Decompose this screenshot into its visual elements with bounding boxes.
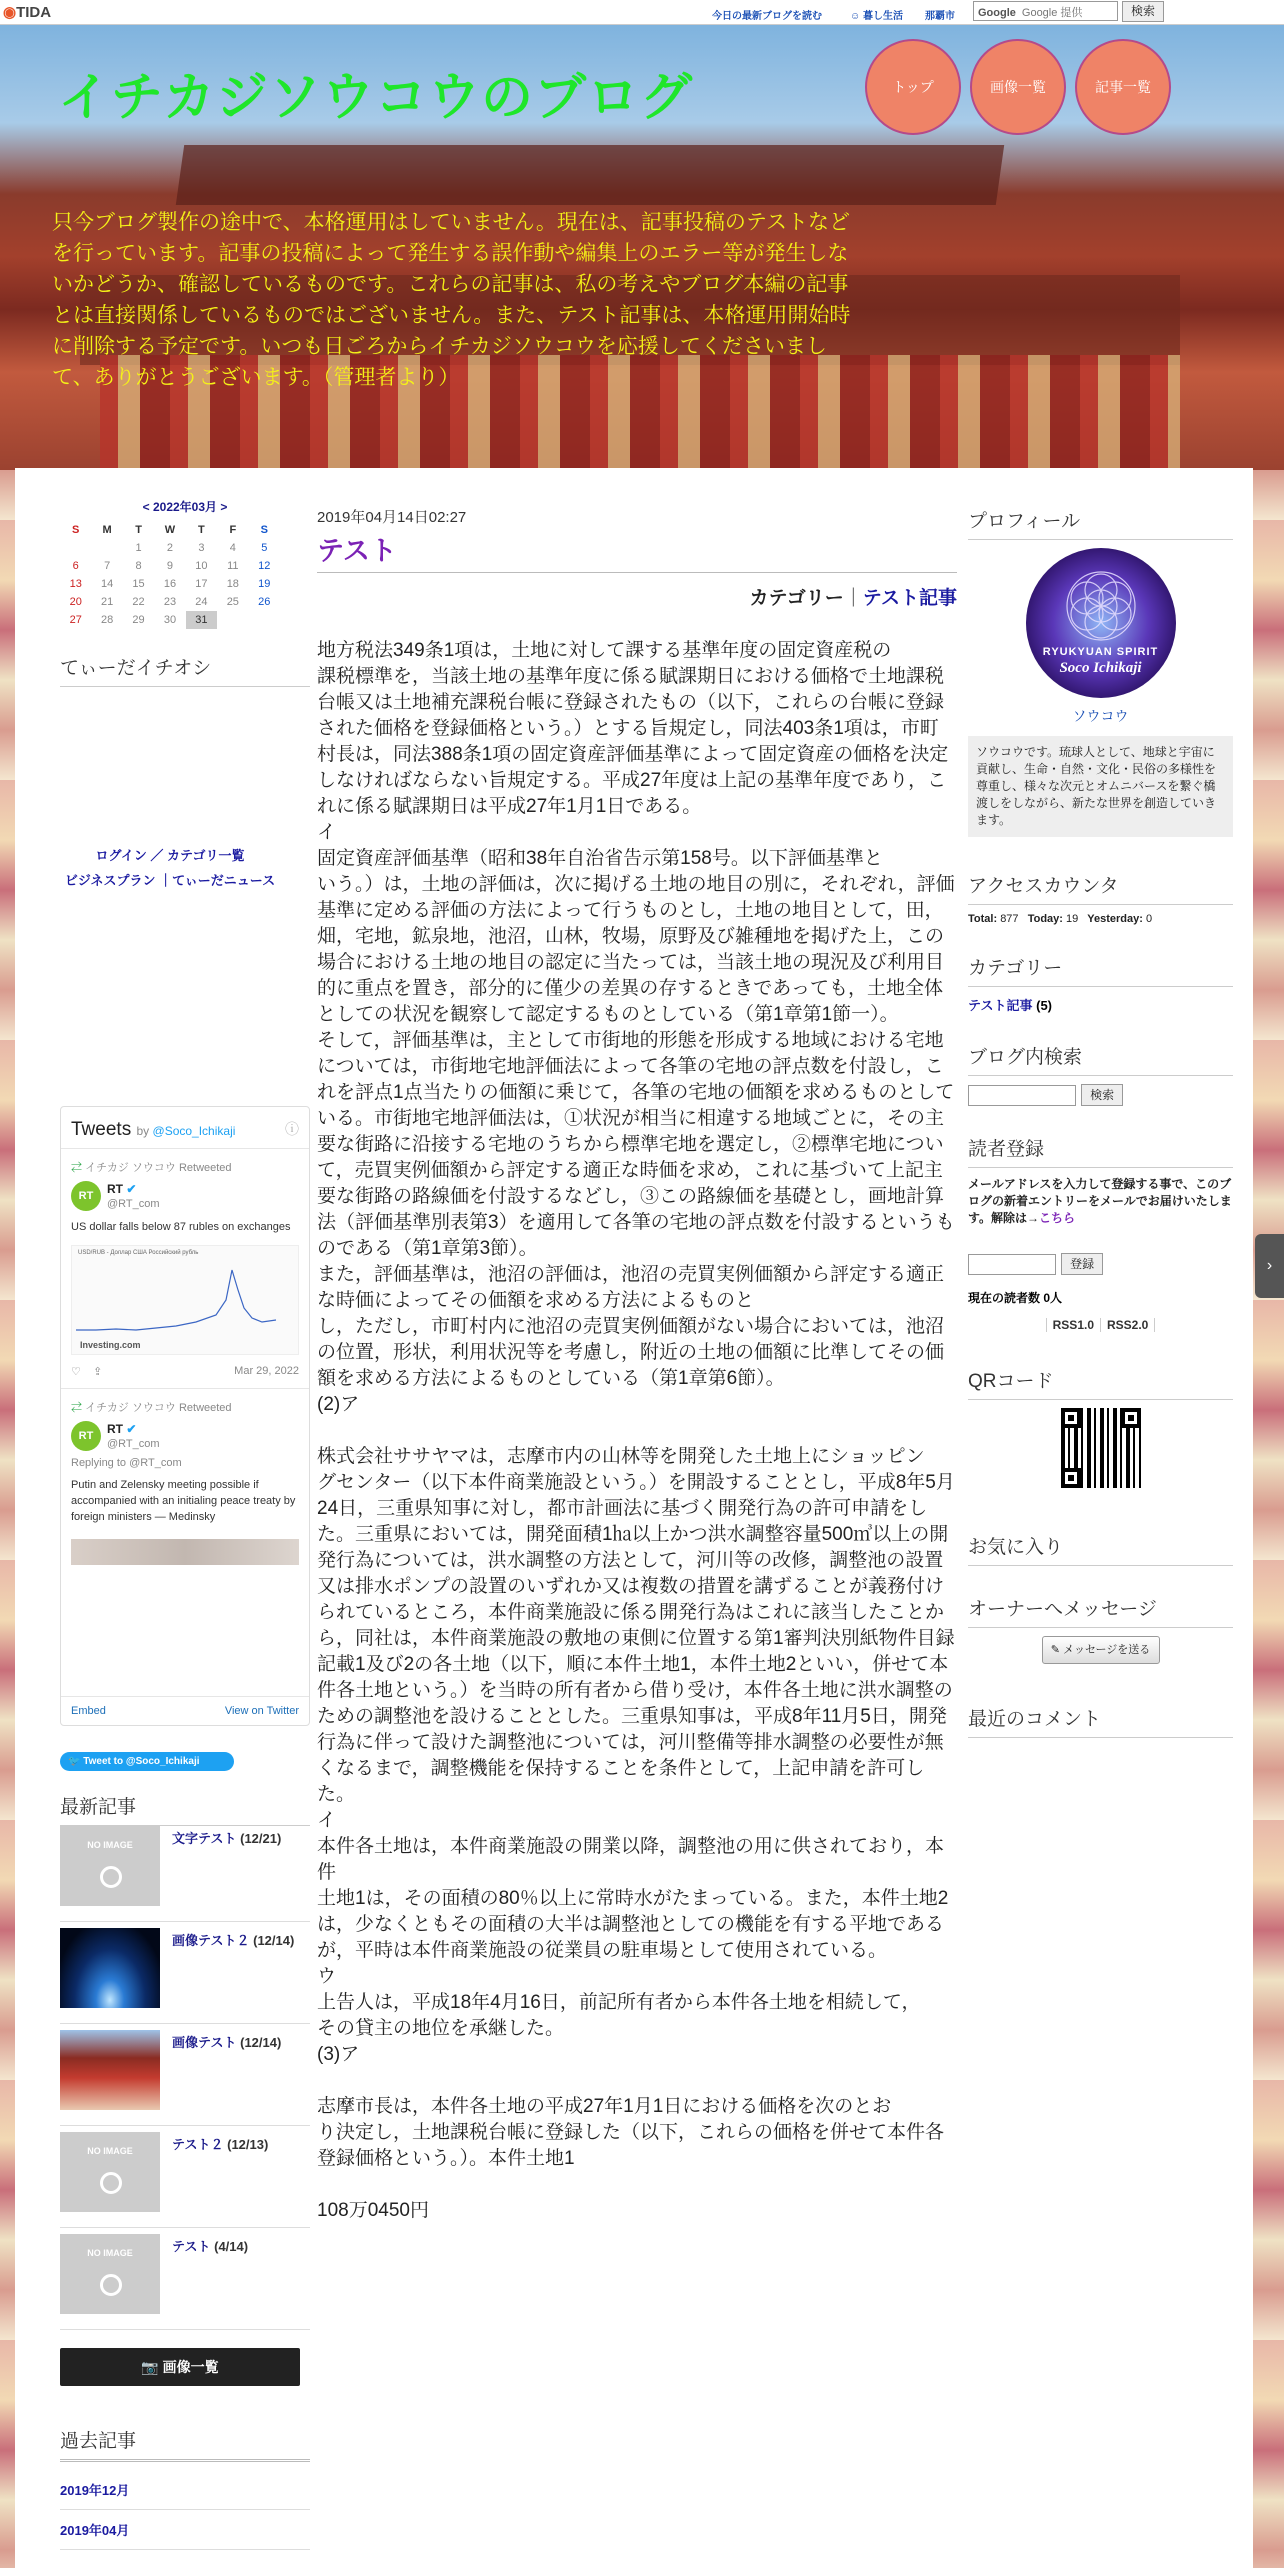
profile-name[interactable]: ソウコウ — [1072, 708, 1129, 724]
calendar-day[interactable]: 8 — [135, 560, 142, 572]
calendar-day[interactable]: 10 — [195, 560, 208, 572]
blog-search-button[interactable]: 検索 — [1081, 1084, 1123, 1106]
blog-search-title: ブログ内検索 — [968, 1042, 1233, 1076]
calendar-day[interactable]: 15 — [132, 578, 145, 590]
calendar-day[interactable]: 4 — [229, 542, 236, 554]
recent-post[interactable]: NO IMAGE 文字テスト (12/21) — [60, 1820, 310, 1922]
calendar-day[interactable]: 21 — [101, 596, 114, 608]
archive-link[interactable]: 2019年04月 — [60, 2523, 130, 2538]
tweet[interactable]: ⇄ イチカジ ソウコウ Retweeted RTRT ✔ @RT_com US dollar falls below 87 rubles on exchanges USD/RUB - Доллар США Российский рубль Investing.com ♡ ⇪ Mar 29, 2022 — [61, 1149, 309, 1389]
post-body: 地方税法349条1項は，土地に対して課する基準年度の固定資産税の 課税標準を，当該土地の基準年度に係る賦課期日における価格で土地課税台帳又は土地補充課税台帳に登録されたもの（以下，これらの台帳に登録された価格を登録価格という。）とする旨規定し，同法403条1項は，市町村長は，同法388条1項の固定資産評価基準によって固定資産の価格を決定しなければならない旨規定する。平成27年度は上記の基準年度であり，これに係る賦課期日は平成27年1月1日である。 イ 固定資産評価基準（昭和38年自治省告示第158号。以下評価基準と いう。）は，土地の評価は，次に掲げる土地の地目の別に，それぞれ，評価基準に定める評価の方法によって行うものとし，土地の地目として，田，畑，宅地，鉱泉地，池沼，山林，牧場，原野及び雑種地を掲げた上，この場合における土地の地目の認定に当たっては，当該土地の現況及び利用目的に重点を置き，部分的に僅少の差異の存するときであっても，土地全体としての状況を観察して認定するものとしている（第1章第1節一）。 そして，評価基準は，主として市街地的形態を形成する地域における宅地については，市街地宅地評価法によって各筆の宅地の評点数を付設し，これを評点1点当たりの価額に乗じて，各筆の宅地の価額を求めるものとしている。市街地宅地評価法は，①状況が相当に相違する地域ごとに，その主要な街路に沿接する宅地のうちから標準宅地を選定し，②標準宅地について，売買実例価額から評定する適正な時価を求め，これに基づいて上記主要な街路の路線価を付設するなどし，③この路線価を基礎とし，画地計算法（評価基準別表第3）を適用して各筆の宅地の評点数を付設するというものである（第1章第3節）。 また，評価基準は，池沼の評価は，池沼の売買実例価額から評定する適正な時価によってその価額を求める方法によるものと し，ただし，市町村内に池沼の売買実例価額がない場合においては，池沼の位置，形状，利用状況等を考慮し，附近の土地の価額に比準してその価額を求める方法によるものとしている（第1章第6節）。 (2)ア 株式会社ササヤマは，志摩市内の山林等を開発した土地上にショッピン グセンター（以下本件商業施設という。）を開設することとし，平成8年5月24日，三重県知事に対し，都市計画法に基づく開発行為の許可申請をした。三重県においては，開発面積1㏊以上かつ洪水調整容量500㎥以上の開発行為については，洪水調整の方法として，河川等の改修，調整池の設置又は排水ポンプの設置のいずれか又は複数の措置を講ずることが義務付けられているところ，本件商業施設に係る開発行為はこれに該当したことから，同社は，本件商業施設の敷地の東側に位置する第1審判決別紙物件目録記載1及び2の各土地（以下，順に本件土地1，本件土地2といい，併せて本件各土地という。）を当時の所有者から借り受け，本件各土地に洪水調整のための調整池を設けることとした。三重県知事は，平成8年11月5日，開発行為に伴って設けた調整池については，河川整備等排水調整の必要性が無くなるまで，調整機能を保持することを条件として，上記申請を許可した。 イ 本件各土地は，本件商業施設の開業以降，調整池の用に供されており，本件 土地1は，その面積の80％以上に常時水がたまっている。また，本件土地2は，少なくともその面積の大半は調整池としての機能を有する平地であるが，平時は本件商業施設の従業員の駐車場として使用されている。 ウ 上告人は，平成18年4月16日，前記所有者から本件各土地を相続して， その貸主の地位を承継した。 (3)ア 志摩市長は，本件各土地の平成27年1月1日における価格を次のとお り決定し，土地課税台帳に登録した（以下，これらの価格を併せて本件各登録価格という。）。本件土地1 108万0450円 — [317, 640, 955, 2221]
calendar-day[interactable]: 28 — [101, 614, 114, 626]
google-search-input[interactable]: Google Google 提供 — [973, 1, 1118, 21]
calendar-day[interactable]: 9 — [166, 560, 174, 572]
calendar-weekday: M — [102, 524, 112, 536]
reader-count: 現在の読者数 0人 — [968, 1291, 1063, 1305]
living-link[interactable]: ☺ 暮し生活 — [850, 11, 903, 22]
post-title[interactable]: テスト — [317, 527, 957, 573]
calendar-prev[interactable]: < — [142, 500, 150, 514]
tweet-image-chart[interactable]: USD/RUB - Доллар США Российский рубль Investing.com — [71, 1245, 299, 1355]
recent-post[interactable]: NO IMAGE テスト (4/14) — [60, 2228, 310, 2330]
calendar-weekday: F — [229, 524, 237, 536]
tida-topbar — [0, 0, 1284, 25]
latest-blogs-link[interactable]: 今日の最新ブログを読む — [712, 11, 822, 22]
profile-avatar[interactable]: RYUKYUAN SPIRIT Soco Ichikaji — [1026, 548, 1176, 698]
avatar[interactable]: RT — [71, 1181, 101, 1211]
calendar — [60, 521, 280, 629]
embed-link[interactable]: Embed — [71, 1705, 106, 1717]
calendar-day[interactable]: 5 — [261, 542, 268, 554]
no-image-thumbnail[interactable]: NO IMAGE — [60, 2132, 160, 2212]
unsubscribe-link[interactable]: こちら — [1039, 1211, 1076, 1225]
calendar-day[interactable]: 31 — [186, 611, 217, 629]
business-news-links[interactable]: ビジネスプラン ｜てぃーだニュース — [64, 873, 276, 888]
calendar-day[interactable]: 6 — [72, 560, 79, 572]
archive-title: 過去記事 — [60, 2426, 310, 2462]
nav-articles-button[interactable]: 記事一覧 — [1075, 39, 1171, 135]
tweet-text: US dollar falls below 87 rubles on exchanges — [71, 1221, 291, 1233]
calendar-day[interactable]: 18 — [226, 578, 239, 590]
header-bg-roof — [176, 145, 1004, 205]
view-on-twitter-link[interactable]: View on Twitter — [224, 1705, 299, 1717]
archive-link[interactable]: 2019年12月 — [60, 2483, 130, 2498]
google-search-button[interactable]: 検索 — [1122, 1, 1164, 22]
no-image-thumbnail[interactable]: NO IMAGE — [60, 2234, 160, 2314]
calendar-day[interactable]: 1 — [135, 542, 142, 554]
calendar-day — [91, 539, 122, 557]
calendar-day[interactable]: 13 — [69, 578, 82, 590]
calendar-day[interactable]: 19 — [258, 578, 271, 590]
calendar-weekday: S — [72, 524, 80, 536]
recent-comments-title: 最近のコメント — [968, 1704, 1233, 1738]
login-category-links[interactable]: ログイン ／ カテゴリ一覧 — [95, 848, 245, 863]
twitter-bird-icon: 🐦 — [68, 1756, 81, 1767]
blog-header — [0, 25, 1284, 470]
rss2-link[interactable]: RSS2.0 — [1101, 1318, 1155, 1332]
calendar-day[interactable]: 24 — [195, 596, 208, 608]
calendar-day[interactable]: 27 — [69, 614, 82, 626]
naha-link[interactable]: 那覇市 — [925, 11, 955, 22]
tweet-chart-line — [76, 1260, 286, 1350]
retweet-icon: ⇄ — [71, 1162, 82, 1174]
image-list-button[interactable]: 📷 画像一覧 — [60, 2348, 300, 2386]
post-category: カテゴリー｜テスト記事 — [749, 588, 957, 609]
left-sidebar — [60, 498, 310, 2538]
avatar[interactable]: RT — [71, 1421, 101, 1451]
tweet-to-button[interactable]: 🐦 Tweet to @Soco_Ichikaji — [60, 1752, 234, 1771]
calendar-day[interactable]: 30 — [163, 614, 177, 626]
calendar-day[interactable]: 3 — [198, 542, 205, 554]
reader-registration-title: 読者登録 — [968, 1134, 1233, 1168]
calendar-day[interactable]: 12 — [258, 560, 271, 572]
recent-posts-list — [60, 1820, 310, 2550]
profile-title: プロフィール — [968, 506, 1233, 540]
blog-title[interactable]: イチカジソウコウのブログ — [58, 69, 693, 127]
register-button[interactable]: 登録 — [1061, 1253, 1103, 1275]
qr-code — [1061, 1408, 1141, 1488]
calendar-month: 2022年03月 — [152, 500, 218, 514]
pencil-icon: ✎ — [1050, 1644, 1060, 1656]
castle-thumbnail[interactable] — [60, 2030, 160, 2110]
calendar-day[interactable]: 20 — [69, 596, 82, 608]
calendar-day[interactable]: 7 — [104, 560, 111, 572]
calendar-day[interactable]: 29 — [132, 614, 145, 626]
calendar-day — [249, 611, 280, 629]
category-title: カテゴリー — [968, 953, 1233, 987]
calendar-day[interactable]: 23 — [163, 596, 177, 608]
recent-post[interactable]: NO IMAGE テスト２ (12/13) — [60, 2126, 310, 2228]
main-container — [15, 468, 1253, 2568]
share-icon[interactable]: ⇪ — [93, 1366, 103, 1378]
retweet-icon: ⇄ — [71, 1402, 82, 1414]
blog-search-input[interactable] — [968, 1085, 1076, 1106]
calendar-day[interactable]: 16 — [163, 578, 177, 590]
calendar-day — [60, 539, 91, 557]
tida-logo[interactable]: ◉TIDA — [3, 4, 52, 21]
tweet-text: Putin and Zelensky meeting possible if accompanied with an initialing peace treaty by foreign ministers — Medinsky — [71, 1479, 296, 1523]
post-date: 2019年04月14日02:27 — [317, 509, 467, 526]
calendar-day[interactable]: 26 — [258, 596, 271, 608]
profile-description: ソウコウです。琉球人として、地球と宇宙に貢献し、生命・自然・文化・民俗の多様性を尊重し、様々な次元とオムニバースを繋ぐ橋渡しをしながら、新たな世界を創造していきます。 — [968, 736, 1233, 837]
post-category-link[interactable]: テスト記事 — [862, 588, 957, 609]
calendar-next[interactable]: > — [220, 500, 228, 514]
rss1-link[interactable]: RSS1.0 — [1046, 1318, 1101, 1332]
right-sidebar: プロフィール RYUKYUAN SPIRIT Soco Ichikaji ソウコウ ソウコウです。琉球人として、地球と宇宙に貢献し、生命・自然・文化・民俗の多様性を尊重し、様々な次元とオムニバースを繋ぐ橋渡しをしながら、新たな世界を創造していきます。 アクセスカウンタ Total: 877 Today: 19 Yesterday: 0 カテゴリー テスト記事 (5) ブログ内検索 検索 読者登録 メールアドレスを入力して登録する事で、このブログの新着エントリーをメールでお届けいたします。解除は→こちら 登録 現在の読者数 0人 RSS1.0 RSS2.0 QRコード お気に入り オーナーへメッセージ ✎ メッセージを送る 最近のコメント — [968, 506, 1233, 1746]
twitter-header: Tweets by @Soco_Ichikaji ⓘ — [61, 1107, 309, 1149]
blog-description: 只今ブログ製作の途中で、本格運用はしていません。現在は、記事投稿のテストなどを行っています。記事の投稿によって発生する誤作動や編集上のエラー等が発生しないかどうか、確認しているものです。これらの記事は、私の考えやブログ本編の記事とは直接関係しているものではございません。また、テスト記事は、本格運用開始時に削除する予定です。いつも日ごろからイチカジソウコウを応援してくださいまして、ありがとうございます。（管理者より） — [52, 211, 851, 389]
qr-title: QRコード — [968, 1366, 1233, 1400]
calendar-day[interactable]: 11 — [227, 560, 239, 572]
calendar-weekday: T — [135, 524, 142, 536]
earth-thumbnail[interactable] — [60, 1928, 160, 2008]
side-panel-toggle[interactable]: › — [1255, 1234, 1284, 1298]
calendar-weekday: T — [198, 524, 205, 536]
send-message-button[interactable]: ✎ メッセージを送る — [1042, 1636, 1160, 1664]
recent-post[interactable]: 画像テスト２ (12/14) — [60, 1922, 310, 2024]
nav-images-button[interactable]: 画像一覧 — [970, 39, 1066, 135]
favorites-title: お気に入り — [968, 1532, 1233, 1566]
calendar-day — [217, 611, 248, 629]
calendar-day[interactable]: 25 — [226, 596, 239, 608]
nav-top-button[interactable]: トップ — [865, 39, 961, 135]
like-icon[interactable]: ♡ — [71, 1366, 81, 1378]
info-icon[interactable]: ⓘ — [285, 1121, 299, 1137]
access-counter-title: アクセスカウンタ — [968, 871, 1233, 905]
recent-post[interactable]: 画像テスト (12/14) — [60, 2024, 310, 2126]
reader-registration-desc: メールアドレスを入力して登録する事で、このブログの新着エントリーをメールでお届けいたします。解除は→こちら — [968, 1177, 1232, 1225]
email-field[interactable] — [968, 1254, 1056, 1275]
tweet[interactable]: ⇄ イチカジ ソウコウ Retweeted RTRT ✔ @RT_com Replying to @RT_com Putin and Zelensky meeting possible if accompanied with an initialing peace treaty by foreign ministers — Medinsky — [61, 1389, 309, 1575]
calendar-day[interactable]: 2 — [166, 542, 174, 554]
no-image-thumbnail[interactable]: NO IMAGE — [60, 1826, 160, 1906]
calendar-day[interactable]: 22 — [132, 596, 145, 608]
calendar-day[interactable]: 17 — [195, 578, 208, 590]
calendar-nav — [60, 498, 310, 515]
access-counter: Total: 877 Today: 19 Yesterday: 0 — [968, 913, 1153, 925]
tweet-image[interactable] — [71, 1539, 299, 1565]
calendar-weekday: W — [164, 524, 176, 536]
tida-widget-title: てぃーだイチオシ — [60, 653, 310, 687]
tweet-date[interactable]: Mar 29, 2022 — [234, 1365, 299, 1377]
recent-posts-title: 最新記事 — [60, 1792, 310, 1826]
calendar-day[interactable]: 14 — [101, 578, 114, 590]
owner-message-title: オーナーへメッセージ — [968, 1594, 1233, 1628]
category-link[interactable]: テスト記事 — [968, 998, 1033, 1013]
post-area — [317, 506, 957, 2224]
twitter-timeline — [60, 1106, 310, 1726]
calendar-weekday: S — [260, 524, 268, 536]
